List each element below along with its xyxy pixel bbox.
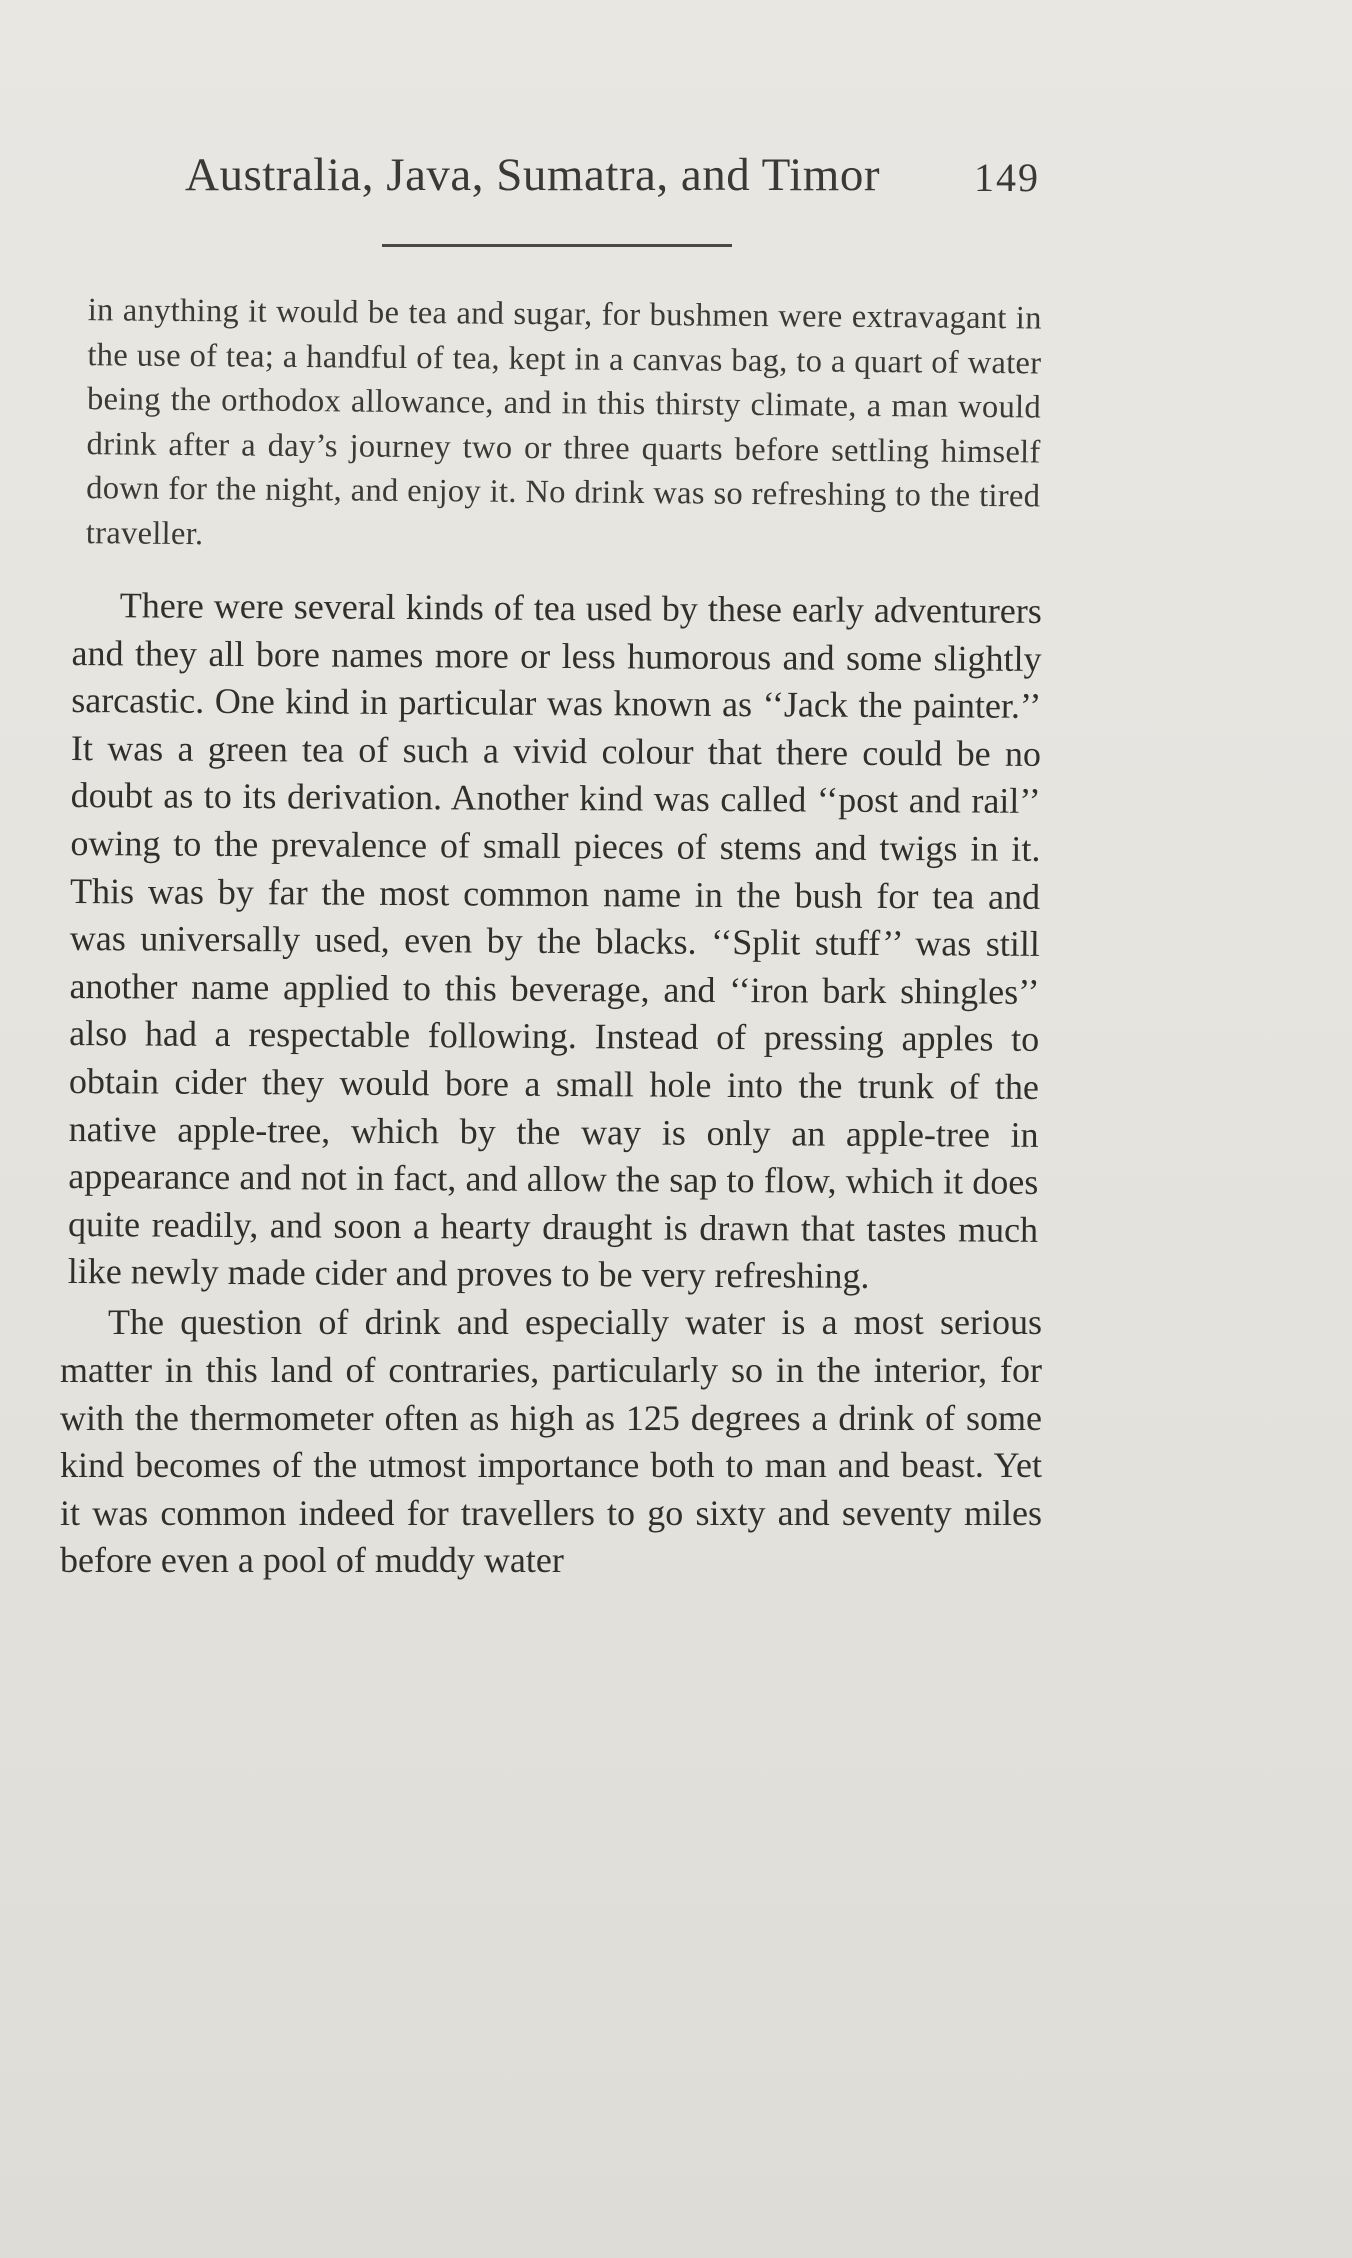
page-header [185, 148, 1040, 208]
paragraph-2: There were several kinds of tea used by these early adventurers and they all bore names more or less humorous and some slightly sarcastic. One kind in particular was known as ‘‘Jack the painter.’’ It was a green tea of such a vivid colour that there could be no doubt as to its derivation. Another kind was called ‘‘post and rail’’ owing to the prevalence of small pieces of stems and twigs in it. This was by far the most common name in the bush for tea and was universally used, even by the blacks. ‘‘Split stuff’’ was still another name applied to this beverage, and ‘‘iron bark shingles’’ also had a respectable following. Instead of pressing apples to obtain cider they would bore a small hole into the trunk of the native apple-tree, which by the way is only an apple-tree in appearance and not in fact, and allow the sap to flow, which it does quite readily, and soon a hearty draught is drawn that tastes much like newly made cider and proves to be very refreshing. [67, 584, 1042, 1296]
body-text [60, 288, 1042, 1585]
header-rule [382, 244, 732, 247]
paragraph-1: in anything it would be tea and sugar, for bushmen were extravagant in the use of tea; a handful of tea, kept in a canvas bag, to a quart of water being the orthodox allowance, and in this thirsty climate, a man would drink after a day’s journey two or three quarts before settling himself down for the night, and enjoy it. No drink was so refreshing to the tired traveller. [85, 292, 1042, 553]
page-number: 149 [974, 155, 1040, 200]
running-title: Australia, Java, Sumatra, and Timor [185, 149, 881, 201]
paragraph-3: The question of drink and especially water is a most serious matter in this land of contraries, particularly so in the interior, for with the thermometer often as high as 125 degrees a drink of some kind becomes of the utmost importance both to man and beast. Yet it was common indeed for travellers to go sixty and seventy miles before even a pool of muddy water [60, 1302, 1042, 1581]
